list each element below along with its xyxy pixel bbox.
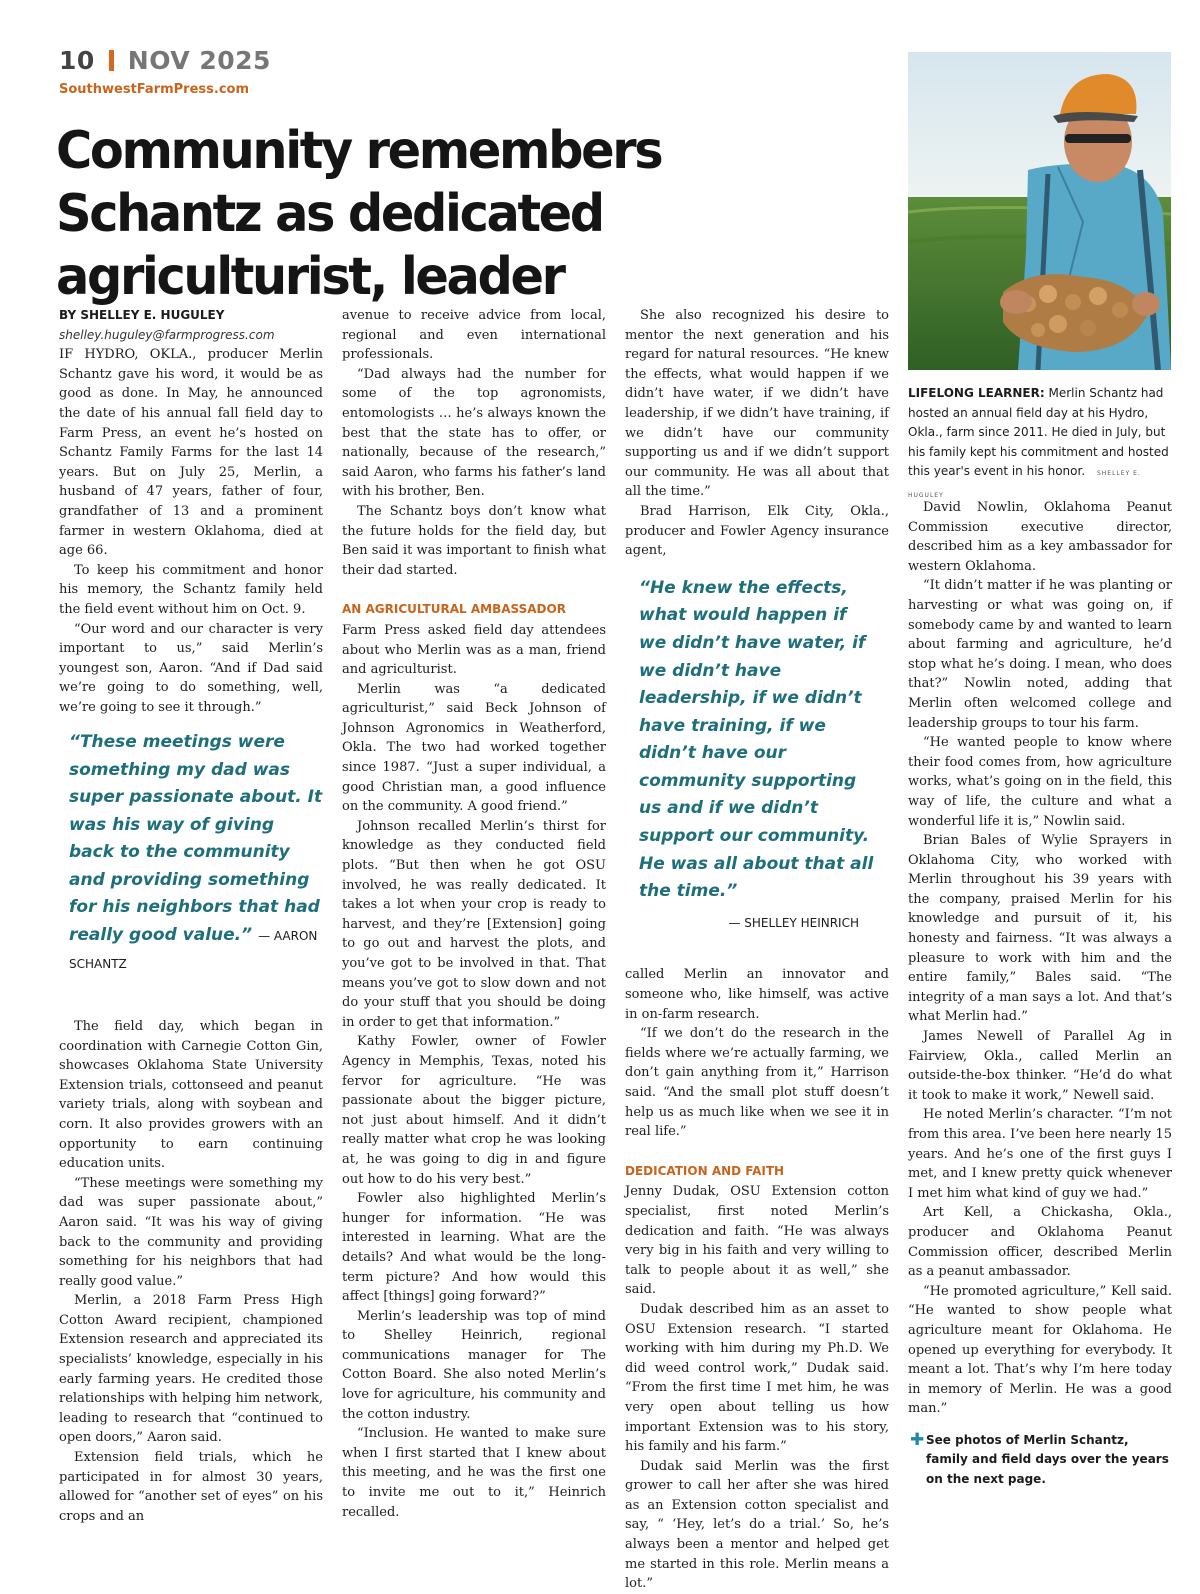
paragraph: “It didn’t matter if he was planting or harvesting or what was going on, if somebody came by and wanted to learn about farming and agriculture, he’d stop what he’s doing. I mean, who does that?” Nowlin noted, adding that Merlin often welcomed college and leadership groups to tour his farm. bbox=[908, 578, 1172, 731]
caption-lead: LIFELONG LEARNER: bbox=[908, 386, 1045, 400]
article-column-2 bbox=[342, 306, 606, 1522]
paragraph: Merlin, a 2018 Farm Press High Cotton Award recipient, championed Extension research and appreciated its specialists’ knowledge, especially in his early farming years. He credited those relationships with helping him network, leading to research that “continued to open doors,” Aaron said. bbox=[59, 1293, 323, 1446]
folio bbox=[59, 46, 271, 75]
paragraph: Merlin’s leadership was top of mind to Shelley Heinrich, regional communications manager for The Cotton Board. She also noted Merlin’s love for agriculture, his community and the cotton industry. bbox=[342, 1308, 606, 1422]
subhead-faith: DEDICATION AND FAITH bbox=[625, 1163, 785, 1178]
see-more-link[interactable] bbox=[908, 1431, 1172, 1490]
headline: Community remembers Schantz as dedicated agriculturist, leader bbox=[56, 121, 662, 307]
folio-divider bbox=[109, 50, 114, 71]
paragraph: “He wanted people to know where their food comes from, how agriculture works, what’s going on in the field, this way of life, the culture and what a wonderful life it is,” Nowlin said. bbox=[908, 735, 1172, 829]
paragraph: To keep his commitment and honor his memory, the Schantz family held the field event without him on Oct. 9. bbox=[59, 562, 323, 617]
paragraph: “These meetings were something my dad was super passionate about,” Aaron said. “It was his way of giving back to the community and providing something for his neighbors that had really good value.” bbox=[59, 1175, 323, 1289]
paragraph: Extension field trials, which he participated in for almost 30 years, allowed for “another set of eyes” on his crops and an bbox=[59, 1450, 323, 1524]
paragraph: “He promoted agriculture,” Kell said. “He wanted to show people what agriculture meant for Oklahoma. He opened up everything for everybody. It meant a lot. That’s why I’m here today in memory of Merlin. He was a good man.” bbox=[908, 1283, 1172, 1417]
photo-merlin-schantz bbox=[908, 52, 1171, 370]
pull-quote-text: “These meetings were something my dad was super passionate about. It was his way of giving back to the community and providing something for his neighbors that had really good value.” bbox=[69, 732, 323, 945]
paragraph: The Schantz boys don’t know what the future holds for the field day, but Ben said it was important to finish what their dad started. bbox=[342, 503, 606, 578]
paragraph: “Dad always had the number for some of the top agronomists, entomologists … he’s always known the best that the state has to offer, or nationally, because of the research,” said Aaron, who farms his father’s land with his brother, Ben. bbox=[342, 366, 606, 500]
paragraph: Art Kell, a Chickasha, Okla., producer and Oklahoma Peanut Commission officer, described Merlin as a peanut ambassador. bbox=[908, 1205, 1172, 1280]
paragraph: “Our word and our character is very important to us,” said Merlin’s youngest son, Aaron. “And if Dad said we’re going to do something, well, we’re going to see it through.” bbox=[59, 621, 323, 715]
photo-credit: SHELLEY E. HUGULEY bbox=[908, 470, 1141, 499]
pull-quote-aaron bbox=[69, 729, 323, 979]
paragraph: Farm Press asked field day attendees about who Merlin was as a man, friend and agriculturist. bbox=[342, 622, 606, 678]
see-more-text: See photos of Merlin Schantz, family and field days over the years on the next page. bbox=[926, 1432, 1169, 1486]
page-number: 10 bbox=[59, 46, 95, 75]
paragraph: Fowler also highlighted Merlin’s hunger for information. “He was interested in learning. What are the details? And what would be the long-term picture? And how would this affect [things] going forward?” bbox=[342, 1191, 606, 1305]
paragraph: Jenny Dudak, OSU Extension cotton specialist, first noted Merlin’s dedication and faith. “He was always very big in his faith and very willing to talk to people about it as well,” she said. bbox=[625, 1184, 889, 1298]
issue-date: NOV 2025 bbox=[127, 46, 271, 75]
pull-quote-attribution: — AARON SCHANTZ bbox=[69, 928, 318, 972]
paragraph: She also recognized his desire to mentor the next generation and his regard for natural resources. “He knew the effects, what would happen if we didn’t have water, if we didn’t have leadership, if we didn’t have training, if we didn’t have our community supporting us and if we didn’t support our community. He was all about that all the time.” bbox=[625, 308, 889, 500]
paragraph: David Nowlin, Oklahoma Peanut Commission executive director, described him as a key ambassador for western Oklahoma. bbox=[908, 500, 1172, 574]
paragraph: Dudak said Merlin was the first grower to call her after she was hired as an Extension cotton specialist and say, “ ‘Hey, let’s do a trial.’ So, he’s always been a mentor and helped get me started in this role. Merlin means a lot.” bbox=[625, 1458, 889, 1592]
paragraph: “If we don’t do the research in the fields where we’re actually farming, we don’t gain anything from it,” Harrison said. “And the small plot stuff doesn’t help us as much like when we see it in real life.” bbox=[625, 1026, 889, 1140]
paragraph: James Newell of Parallel Ag in Fairview, Okla., called Merlin an outside-the-box thinker. “He’d do what it took to make it work,” Newell said. bbox=[908, 1029, 1172, 1103]
paragraph: called Merlin an innovator and someone who, like himself, was active in on-farm research. bbox=[625, 967, 889, 1022]
paragraph: “Inclusion. He wanted to make sure when I first started that I knew about this meeting, and he was the first one to invite me out to it,” Heinrich recalled. bbox=[342, 1426, 606, 1520]
paragraph: Brian Bales of Wylie Sprayers in Oklahoma City, who worked with Merlin throughout his 39 years with the company, praised Merlin for his knowledge and pursuit of it, his honesty and fairness. “It was always a pleasure to work with him and the entire family,” Bales said. “The integrity of a man says a lot. And that’s what Merlin had.” bbox=[908, 833, 1172, 1025]
pull-quote-attribution: — SHELLEY HEINRICH bbox=[728, 915, 859, 930]
subhead-ambassador: AN AGRICULTURAL AMBASSADOR bbox=[342, 602, 566, 617]
paragraph: Kathy Fowler, owner of Fowler Agency in Memphis, Texas, noted his fervor for agriculture. “He was passionate about the bigger picture, not just about himself. And it didn’t really matter what crop he was looking at, he was going to dig in and figure out how to do his very best.” bbox=[342, 1034, 606, 1187]
author-email[interactable]: shelley.huguley@farmprogress.com bbox=[59, 327, 275, 342]
pull-quote-heinrich: “He knew the effects, what would happen if we didn’t have water, if we didn’t have leadership, if we didn’t have training, if we didn’t have our community supporting us and if we didn’t support our community. He was all about that all the time.” bbox=[639, 577, 874, 902]
article-column-1 bbox=[59, 306, 323, 1526]
paragraph: Merlin was “a dedicated agriculturist,” said Beck Johnson of Johnson Agronomics in Weatherford, Okla. The two had worked together since 1987. “Just a super individual, a good Christian man, a good influence on the community. A good friend.” bbox=[342, 681, 606, 815]
paragraph: The field day, which began in coordination with Carnegie Cotton Gin, showcases Oklahoma State University Extension trials, cottonseed and peanut variety trials, along with soybean and corn. It also provides growers with an opportunity to earn continuing education units. bbox=[59, 1018, 323, 1172]
photo-caption bbox=[908, 384, 1170, 505]
article-column-3 bbox=[625, 306, 889, 1594]
paragraph: He noted Merlin’s character. “I’m not from this area. I’ve been here nearly 15 years. And he’s one of the first guys I met, and I knew pretty quick whenever I met him what kind of guy we had.” bbox=[908, 1107, 1172, 1201]
caption-text: Merlin Schantz had hosted an annual field day at his Hydro, Okla., farm since 2011. He died in July, but his family kept his commitment and hosted this year's event in his honor. bbox=[908, 386, 1169, 478]
paragraph: Johnson recalled Merlin’s thirst for knowledge as they conducted field plots. “But then when he got OSU involved, he was really dedicated. It takes a lot when your crop is ready to harvest, and they’re [Extension] going to go out and harvest the plots, and you’ve got to be involved in that. That means you’ve got to slow down and not do your stuff that you should be doing in order to get that information.” bbox=[342, 818, 606, 1030]
byline: BY SHELLEY E. HUGULEY bbox=[59, 308, 225, 322]
paragraph: Dudak described him as an asset to OSU Extension research. “I started working with him during my Ph.D. We did weed control work,” Dudak said. “From the first time I met him, he was very open about telling us how important Extension was to his story, his family and his farm.” bbox=[625, 1301, 889, 1455]
paragraph: IF HYDRO, OKLA., producer Merlin Schantz gave his word, it would be as good as done. In May, he announced the date of his annual fall field day to Farm Press, an event he’s hosted on Schantz Family Farms for the last 14 years. But on July 25, Merlin, a husband of 47 years, father of four, grandfather of 13 and a prominent farmer in western Oklahoma, died at age 66. bbox=[59, 347, 323, 559]
plus-icon: ✚ bbox=[910, 1429, 925, 1450]
paragraph: avenue to receive advice from local, regional and even international professionals. bbox=[342, 308, 606, 363]
article-column-4 bbox=[908, 498, 1172, 1489]
paragraph: Brad Harrison, Elk City, Okla., producer and Fowler Agency insurance agent, bbox=[625, 503, 889, 559]
website-link[interactable]: SouthwestFarmPress.com bbox=[59, 82, 249, 97]
